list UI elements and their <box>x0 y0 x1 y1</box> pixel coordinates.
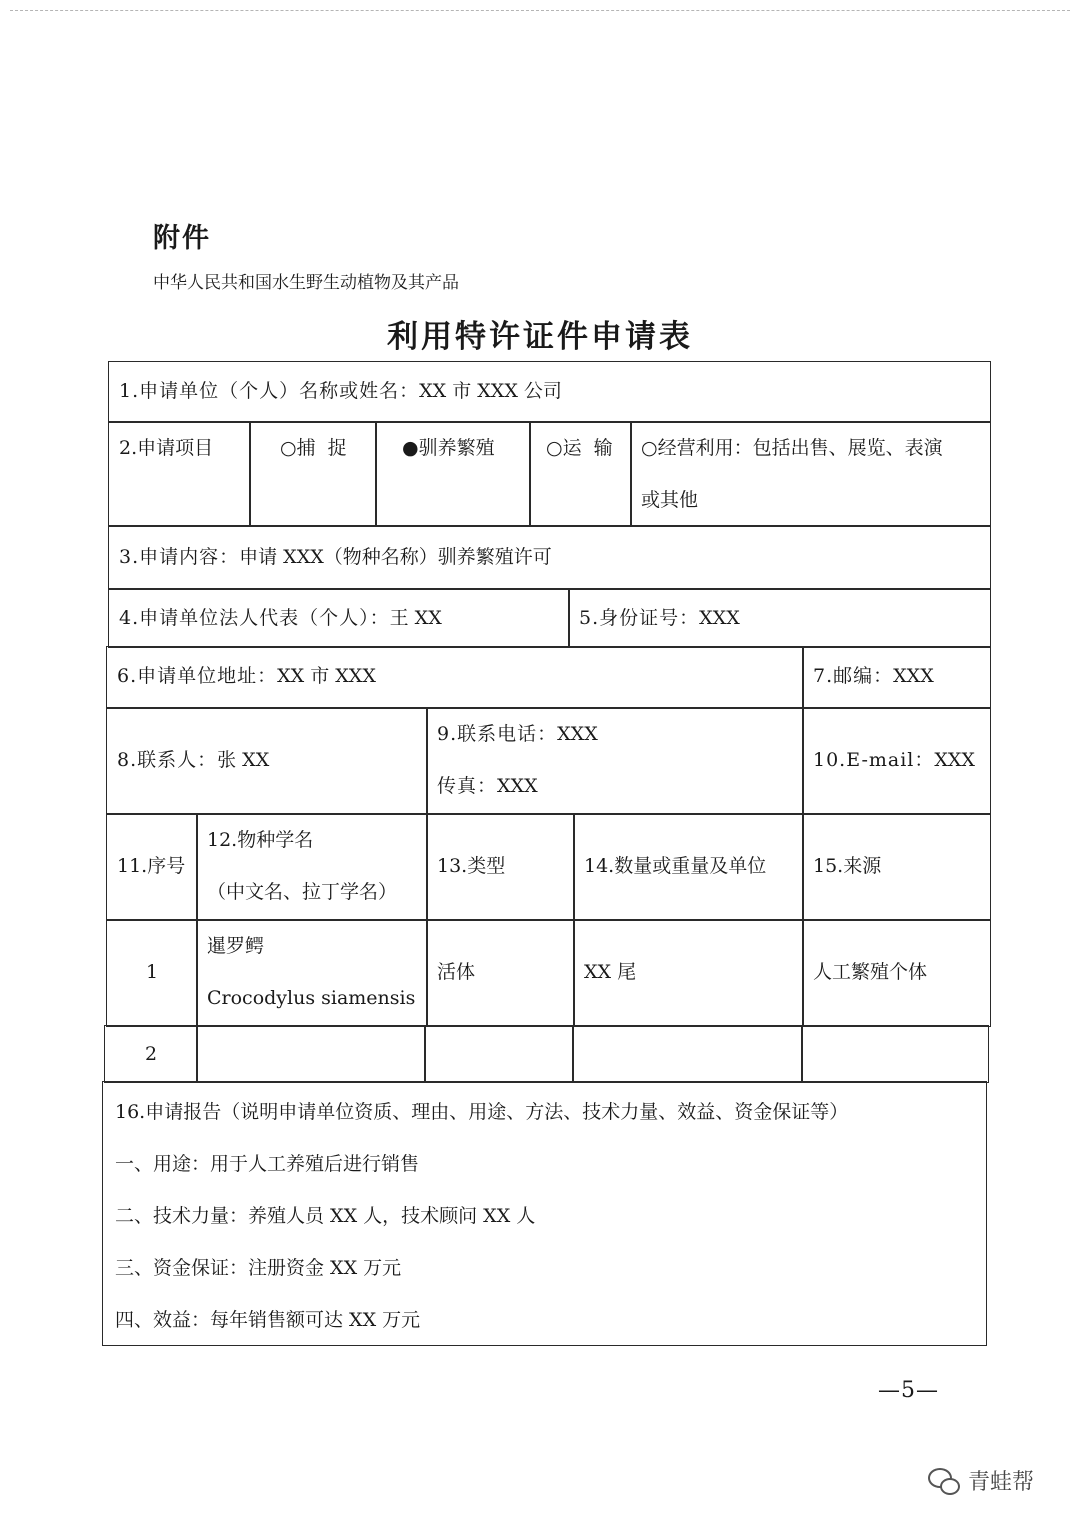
form-title: 利用特许证件申请表 <box>387 319 693 355</box>
report-line: 三、资金保证：注册资金 XX 万元 <box>115 1257 402 1279</box>
row-species-name <box>196 1025 426 1083</box>
wechat-icon <box>928 1466 960 1494</box>
watermark-text: 青蛙帮 <box>968 1469 1035 1495</box>
application-report-label: 16.申请报告（说明申请单位资质、理由、用途、方法、技术力量、效益、资金保证等） <box>115 1101 849 1123</box>
postcode-label: 7.邮编： <box>813 665 894 687</box>
row-source <box>801 1025 989 1083</box>
watermark <box>928 1462 1034 1498</box>
phone-fax-cell <box>426 707 804 815</box>
postcode-cell <box>802 646 991 709</box>
table-header-type <box>426 813 575 921</box>
row-source <box>802 919 991 1027</box>
table-header-no-label: 11.序号 <box>117 855 186 877</box>
report-line: 一、用途：用于人工养殖后进行销售 <box>115 1153 420 1175</box>
project-option-label: 经营利用：包括出售、展览、表演 <box>657 437 943 459</box>
project-label: 2.申请项目 <box>119 437 214 459</box>
table-header-quantity-label: 14.数量或重量及单位 <box>584 855 767 877</box>
row-latin-name: Crocodylus siamensis <box>207 987 416 1009</box>
row-cn-name: 暹罗鳄 <box>207 935 265 957</box>
project-label-cell <box>108 421 251 527</box>
application-content-cell <box>108 525 991 590</box>
row-quantity-value: XX 尾 <box>584 961 637 983</box>
applicant-name-value: XX 市 XXX 公司 <box>419 380 562 402</box>
legal-representative-cell <box>108 588 570 648</box>
address-value: XX 市 XXX <box>277 665 376 687</box>
fax-value: XXX <box>497 775 538 797</box>
phone-label: 9.联系电话： <box>437 723 558 745</box>
application-content-value: 申请 XXX（物种名称）驯养繁殖许可 <box>239 546 552 568</box>
table-header-species-name-label: 12.物种学名 <box>207 829 314 851</box>
row-type-value: 活体 <box>437 961 476 983</box>
table-header-source <box>802 813 991 921</box>
email-label: 10.E-mail： <box>813 749 935 771</box>
application-content-label: 3.申请内容： <box>119 546 240 568</box>
report-line: 四、效益：每年销售额可达 XX 万元 <box>115 1309 421 1331</box>
project-option-label-continued: 或其他 <box>641 489 699 511</box>
table-header-species-name-sub: （中文名、拉丁学名） <box>207 881 398 903</box>
table-header-no <box>106 813 198 921</box>
row-no: 2 <box>144 1043 158 1065</box>
radio-empty-icon: ○ <box>546 437 563 459</box>
legal-representative-label: 4.申请单位法人代表（个人）： <box>119 607 390 629</box>
radio-empty-icon: ○ <box>641 437 658 459</box>
project-option-capture <box>249 421 377 527</box>
email-value: XXX <box>934 749 975 771</box>
id-number-value: XXX <box>699 607 740 629</box>
page-number: —5— <box>878 1378 939 1403</box>
row-no: 1 <box>145 961 159 983</box>
radio-empty-icon: ○ <box>280 437 297 459</box>
project-option-label: 捕 捉 <box>296 437 347 459</box>
report-line: 二、技术力量：养殖人员 XX 人，技术顾问 XX 人 <box>115 1205 536 1227</box>
project-option-label: 驯养繁殖 <box>418 437 495 459</box>
row-species-name <box>196 919 428 1027</box>
contact-person-value: 张 XX <box>217 749 270 771</box>
attachment-label: 附件 <box>153 223 211 254</box>
row-type <box>426 919 575 1027</box>
applicant-name-label: 1.申请单位（个人）名称或姓名： <box>119 380 420 402</box>
project-option-transport <box>529 421 632 527</box>
table-header-quantity <box>573 813 804 921</box>
row-type <box>424 1025 574 1083</box>
applicant-name-cell <box>108 361 991 423</box>
project-option-label: 运 输 <box>562 437 613 459</box>
table-row <box>106 919 198 1027</box>
email-cell <box>802 707 991 815</box>
address-cell <box>106 646 804 709</box>
application-report-cell <box>102 1081 987 1346</box>
table-header-source-label: 15.来源 <box>813 855 882 877</box>
phone-value: XXX <box>557 723 598 745</box>
contact-person-label: 8.联系人： <box>117 749 218 771</box>
row-source-value: 人工繁殖个体 <box>813 961 928 983</box>
project-option-breeding <box>375 421 531 527</box>
id-number-cell <box>568 588 991 648</box>
contact-person-cell <box>106 707 428 815</box>
project-option-commercial <box>630 421 991 527</box>
form-subtitle: 中华人民共和国水生野生动植物及其产品 <box>153 273 459 293</box>
row-quantity <box>572 1025 803 1083</box>
legal-representative-value: 王 XX <box>389 607 442 629</box>
address-label: 6.申请单位地址： <box>117 665 278 687</box>
fax-label: 传真： <box>437 775 498 797</box>
id-number-label: 5.身份证号： <box>579 607 700 629</box>
table-row <box>104 1025 198 1083</box>
row-quantity <box>573 919 804 1027</box>
table-header-species-name <box>196 813 428 921</box>
table-header-type-label: 13.类型 <box>437 855 506 877</box>
radio-filled-icon: ● <box>402 437 419 459</box>
postcode-value: XXX <box>893 665 934 687</box>
